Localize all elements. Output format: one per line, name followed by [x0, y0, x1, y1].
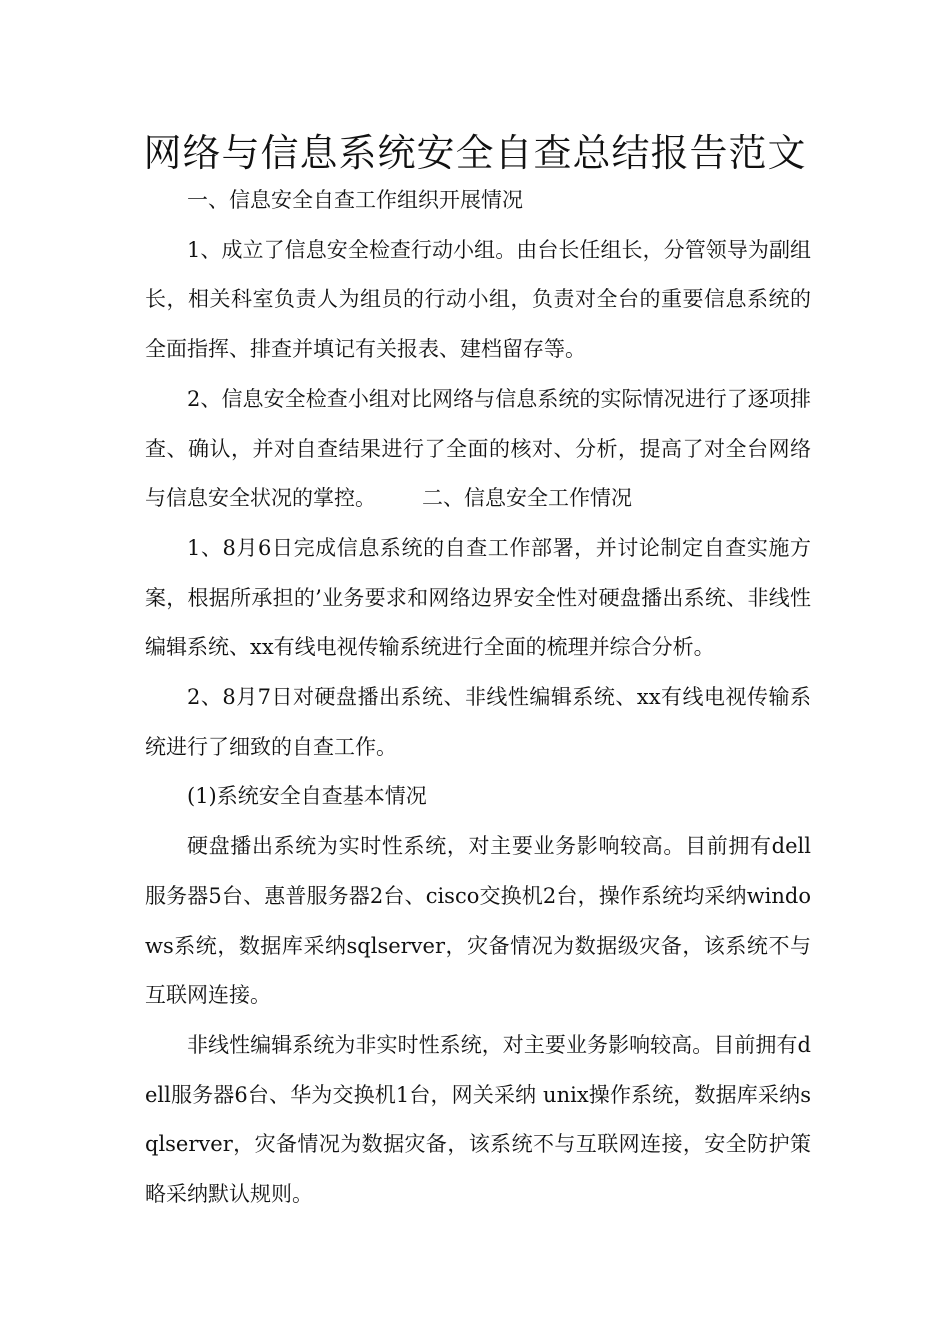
paragraph-2: [145, 375, 811, 524]
paragraph-3: 1、8月6日完成信息系统的自查工作部署，并讨论制定自查实施方案，根据所承担的’业务要求和网络边界安全性对硬盘播出系统、非线性编辑系统、xx有线电视传输系统进行全面的梳理并综合分析。: [145, 535, 811, 660]
document-title: 网络与信息系统安全自查总结报告范文: [143, 131, 807, 175]
paragraph-1: 1、成立了信息安全检查行动小组。由台长任组长，分管领导为副组长，相关科室负责人为组员的行动小组，负责对全台的重要信息系统的全面指挥、排查并填记有关报表、建档留存等。: [145, 237, 811, 362]
paragraph-5: 硬盘播出系统为实时性系统，对主要业务影响较高。目前拥有dell服务器5台、惠普服务器2台、cisco交换机2台，操作系统均采纳windows系统，数据库采纳sqlserver，灾备情况为数据级灾备，该系统不与互联网连接。: [145, 834, 811, 1008]
section-heading-1: 一、信息安全自查工作组织开展情况: [187, 188, 523, 212]
section-heading-2: 二、信息安全工作情况: [422, 486, 632, 511]
paragraph-6: 非线性编辑系统为非实时性系统，对主要业务影响较高。目前拥有dell服务器6台、华为交换机1台，网关采纳 unix操作系统，数据库采纳sqlserver，灾备情况为数据灾备，该系统不与互联网连接，安全防护策略采纳默认规则。: [145, 1032, 811, 1207]
paragraph-2-text: 2、信息安全检查小组对比网络与信息系统的实际情况进行了逐项排查、确认，并对自查结果进行了全面的核对、分析，提高了对全台网络与信息安全状况的掌控。: [145, 386, 811, 511]
paragraph-4: 2、8月7日对硬盘播出系统、非线性编辑系统、xx有线电视传输系统进行了细致的自查工作。: [145, 685, 811, 759]
document-body: [145, 176, 811, 1220]
subsection-heading-1: (1)系统安全自查基本情况: [187, 784, 427, 809]
